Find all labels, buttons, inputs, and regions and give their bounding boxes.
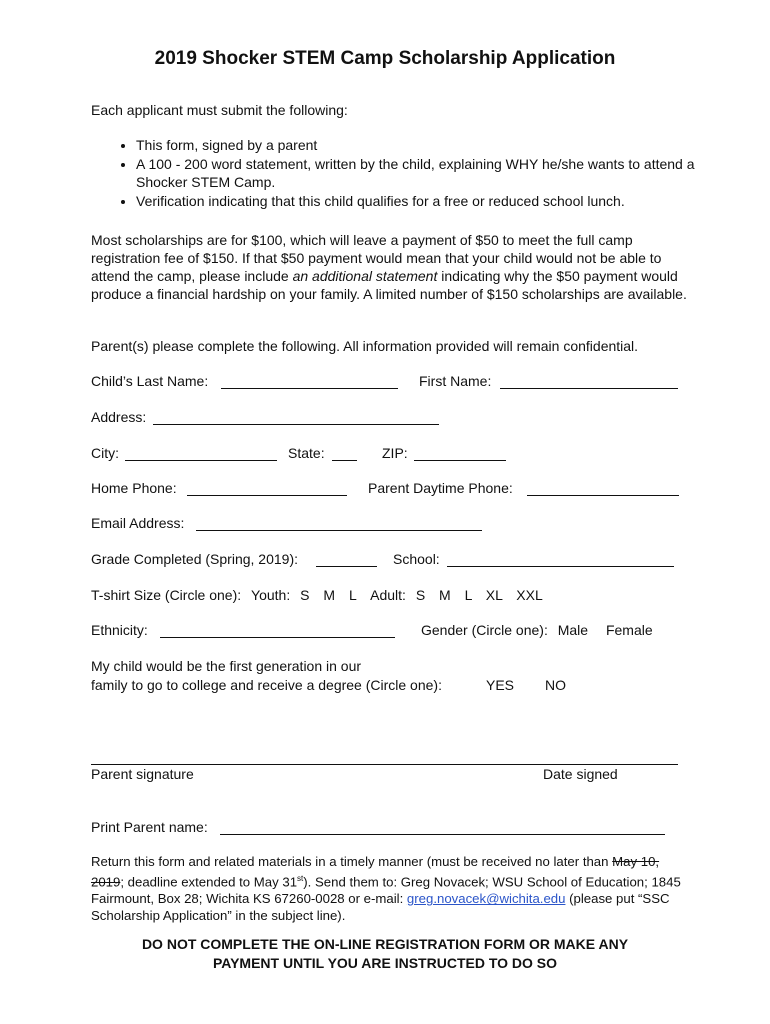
- first-gen-line1: My child would be the first generation in our: [91, 658, 362, 674]
- gender-option-male[interactable]: Male: [557, 622, 589, 638]
- address-label: Address:: [91, 409, 147, 425]
- zip-field[interactable]: [414, 448, 506, 461]
- daytime-phone-label: Parent Daytime Phone:: [368, 480, 513, 496]
- print-name-field[interactable]: [220, 822, 665, 835]
- requirement-item: • Verification indicating that this child qualifies for a free or reduced school lunch.: [136, 192, 696, 211]
- gender-row: [421, 622, 653, 638]
- email-link[interactable]: greg.novacek@wichita.edu: [406, 891, 566, 907]
- print-name-label: Print Parent name:: [91, 819, 208, 835]
- city-field[interactable]: [125, 448, 277, 461]
- youth-size-option[interactable]: L: [348, 587, 357, 603]
- first-gen-yes-option[interactable]: YES: [486, 677, 515, 693]
- tshirt-row: [91, 587, 543, 603]
- intro-text: Each applicant must submit the following:: [91, 102, 348, 118]
- email-field[interactable]: [196, 518, 482, 531]
- gender-option-female[interactable]: Female: [605, 622, 653, 638]
- school-field[interactable]: [447, 554, 674, 567]
- tshirt-label: T-shirt Size (Circle one):: [91, 587, 242, 603]
- state-label: State:: [288, 445, 325, 461]
- school-label: School:: [393, 551, 440, 567]
- struck-deadline: May 10, 2019: [91, 854, 660, 890]
- first-gen-line2: family to go to college and receive a degree (Circle one):: [91, 677, 442, 693]
- adult-size-option[interactable]: M: [439, 587, 451, 603]
- first-name-label: First Name:: [419, 373, 492, 389]
- requirement-item: • A 100 - 200 word statement, written by the child, explaining WHY he/she wants to attend a Shocker STEM Camp.: [136, 155, 696, 192]
- last-name-label: Child’s Last Name:: [91, 373, 209, 389]
- additional-statement-emphasis: an additional statement: [292, 268, 438, 284]
- signature-line[interactable]: [91, 764, 678, 765]
- ethnicity-label: Ethnicity:: [91, 622, 148, 638]
- date-signed-label: Date signed: [543, 766, 618, 782]
- grade-label: Grade Completed (Spring, 2019):: [91, 551, 298, 567]
- ethnicity-field[interactable]: [160, 625, 395, 638]
- adult-size-option[interactable]: L: [464, 587, 472, 603]
- notice-line2: PAYMENT UNTIL YOU ARE INSTRUCTED TO DO SO: [212, 955, 558, 971]
- first-gen-no-option[interactable]: NO: [545, 677, 566, 693]
- youth-size-option[interactable]: S: [300, 587, 310, 603]
- adult-size-option[interactable]: XL: [485, 587, 503, 603]
- adult-label: Adult:: [370, 587, 406, 603]
- parent-signature-label: Parent signature: [91, 766, 194, 782]
- address-field[interactable]: [153, 412, 439, 425]
- first-name-field[interactable]: [500, 376, 678, 389]
- notice-line1: DO NOT COMPLETE THE ON-LINE REGISTRATION FORM OR MAKE ANY: [141, 936, 629, 952]
- grade-field[interactable]: [316, 554, 377, 567]
- home-phone-field[interactable]: [187, 483, 347, 496]
- state-field[interactable]: [332, 448, 357, 461]
- scholarship-paragraph: Most scholarships are for $100, which will leave a payment of $50 to meet the full camp registration fee of $150. If that $50 payment would mean that your child would not be able to attend the camp, please include an additional statement indicating why the $50 payment would produce a financial hardship on your family. A limited number of $150 scholarships are available.: [91, 232, 687, 302]
- city-label: City:: [91, 445, 119, 461]
- daytime-phone-field[interactable]: [527, 483, 679, 496]
- notice: [0, 935, 770, 973]
- gender-label: Gender (Circle one):: [421, 622, 548, 638]
- requirements-list: [91, 136, 696, 210]
- page-title: 2019 Shocker STEM Camp Scholarship Application: [154, 48, 616, 69]
- last-name-field[interactable]: [221, 376, 398, 389]
- return-instructions: Return this form and related materials in a timely manner (must be received no later than May 10, 2019; deadline extended to May 31st). Send them to: Greg Novacek; WSU School of Education; 1845 Fairmount, Box 28; Wichita KS 67260-0028 or e-mail: greg.novacek@wichita.edu (please put “SSC Scholarship Application” in the subject line).: [91, 854, 681, 924]
- youth-size-option[interactable]: M: [323, 587, 336, 603]
- parent-instruction: Parent(s) please complete the following. All information provided will remain confidential.: [91, 338, 639, 354]
- zip-label: ZIP:: [382, 445, 408, 461]
- email-label: Email Address:: [91, 515, 185, 531]
- requirement-item: • This form, signed by a parent: [136, 136, 696, 155]
- adult-size-option[interactable]: XXL: [516, 587, 543, 603]
- youth-label: Youth:: [251, 587, 291, 603]
- home-phone-label: Home Phone:: [91, 480, 177, 496]
- adult-size-option[interactable]: S: [415, 587, 426, 603]
